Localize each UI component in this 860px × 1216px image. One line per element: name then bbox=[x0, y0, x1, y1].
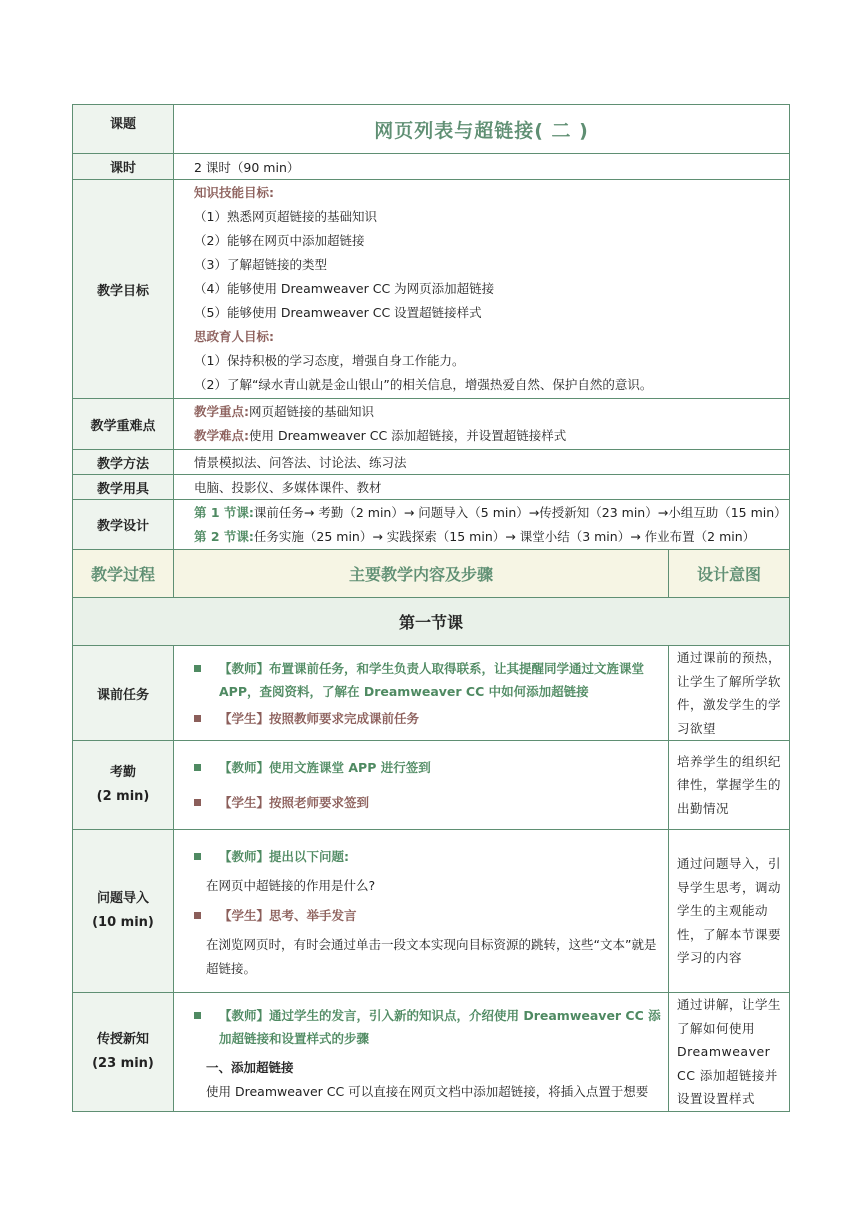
design-label: 教学设计 bbox=[73, 500, 174, 550]
hours-row bbox=[73, 154, 790, 180]
topic-label: 课题 bbox=[73, 105, 174, 154]
attendance-content bbox=[174, 741, 669, 830]
design-row bbox=[73, 500, 790, 550]
design-intent: 通过问题导入，引导学生思考，调动学生的主观能动性，了解本节课要学习的内容 bbox=[669, 830, 790, 993]
lesson-plan-table bbox=[72, 104, 790, 1112]
attendance-row bbox=[73, 741, 790, 830]
knowledge-item: （2）能够在网页中添加超链接 bbox=[194, 233, 365, 248]
pre-task-content bbox=[174, 646, 669, 741]
student-activity: 【学生】思考、举手发言 bbox=[219, 908, 357, 923]
attendance-stage bbox=[73, 741, 174, 830]
intro-content bbox=[174, 830, 669, 993]
teacher-activity: 【教师】提出以下问题: bbox=[219, 849, 349, 864]
knowledge-item: （4）能够使用 Dreamweaver CC 为网页添加超链接 bbox=[194, 281, 495, 296]
bullet-icon bbox=[194, 764, 201, 771]
design-content bbox=[174, 500, 790, 550]
stage-time: (2 min) bbox=[96, 789, 150, 804]
objectives-label: 教学目标 bbox=[73, 180, 174, 399]
new-knowledge-stage bbox=[73, 993, 174, 1112]
student-activity: 【学生】按照老师要求签到 bbox=[219, 795, 370, 810]
bullet-icon bbox=[194, 1012, 201, 1019]
stage-name: 考勤 bbox=[109, 765, 136, 780]
difficult-point-text: 使用 Dreamweaver CC 添加超链接，并设置超链接样式 bbox=[249, 428, 567, 443]
process-col-header: 教学过程 bbox=[73, 550, 174, 598]
bullet-icon bbox=[194, 715, 201, 722]
objectives-row bbox=[73, 180, 790, 399]
knowledge-item: （3）了解超链接的类型 bbox=[194, 257, 327, 272]
ideology-item: （2）了解“绿水青山就是金山银山”的相关信息，增强热爱自然、保护自然的意识。 bbox=[194, 377, 653, 392]
intro-row bbox=[73, 830, 790, 993]
intro-stage bbox=[73, 830, 174, 993]
pre-task-row bbox=[73, 646, 790, 741]
key-points-content bbox=[174, 399, 790, 450]
content-col-header: 主要教学内容及步骤 bbox=[174, 550, 669, 598]
lesson-plan bbox=[72, 104, 789, 1112]
body-text: 使用 Dreamweaver CC 可以直接在网页文档中添加超链接，将插入点置于想要 bbox=[206, 1083, 649, 1099]
section-row bbox=[73, 598, 790, 646]
new-knowledge-content bbox=[174, 993, 669, 1112]
hours-label: 课时 bbox=[73, 154, 174, 180]
intent-col-header: 设计意图 bbox=[669, 550, 790, 598]
key-point-label: 教学重点: bbox=[194, 404, 249, 419]
tools-label: 教学用具 bbox=[73, 475, 174, 500]
lesson2-text: 任务实施（25 min）→ 实践探索（15 min）→ 课堂小结（3 min）→ 作业布置（2 min） bbox=[253, 528, 756, 544]
difficult-point-label: 教学难点: bbox=[194, 428, 249, 443]
bullet-icon bbox=[194, 665, 201, 672]
objectives-content bbox=[174, 180, 790, 399]
design-intent: 通过课前的预热，让学生了解所学软件，激发学生的学习欲望 bbox=[669, 646, 790, 741]
ideology-item: （1）保持积极的学习态度，增强自身工作能力。 bbox=[194, 353, 465, 368]
question-text: 在网页中超链接的作用是什么? bbox=[206, 878, 376, 893]
lesson1-text: 课前任务→ 考勤（2 min）→ 问题导入（5 min）→传授新知（23 min）→小组互助（15 min） bbox=[253, 504, 787, 520]
stage-name: 传授新知 bbox=[96, 1031, 149, 1047]
stage-name: 问题导入 bbox=[96, 891, 149, 906]
section-title: 第一节课 bbox=[73, 598, 790, 646]
stage-time: (10 min) bbox=[92, 915, 154, 930]
teacher-activity: 【教师】通过学生的发言，引入新的知识点，介绍使用 Dreamweaver CC 添加超链接和设置样式的步骤 bbox=[219, 1007, 661, 1046]
pre-task-stage: 课前任务 bbox=[73, 646, 174, 741]
bullet-icon bbox=[194, 912, 201, 919]
bullet-icon bbox=[194, 853, 201, 860]
knowledge-title: 知识技能目标: bbox=[194, 185, 274, 200]
tools-value: 电脑、投影仪、多媒体课件、教材 bbox=[174, 475, 790, 500]
bullet-icon bbox=[194, 799, 201, 806]
methods-row bbox=[73, 450, 790, 475]
stage-time: (23 min) bbox=[92, 1055, 154, 1071]
design-intent: 通过讲解，让学生了解如何使用 Dreamweaver CC 添加超链接并设置设置样式 bbox=[669, 993, 790, 1112]
student-activity: 【学生】按照教师要求完成课前任务 bbox=[219, 710, 420, 726]
ideology-title: 思政育人目标: bbox=[194, 329, 274, 344]
answer-text: 在浏览网页时，有时会通过单击一段文本实现向目标资源的跳转，这些“文本”就是超链接。 bbox=[206, 937, 657, 976]
methods-value: 情景模拟法、问答法、讨论法、练习法 bbox=[174, 450, 790, 475]
design-intent: 培养学生的组织纪律性，掌握学生的出勤情况 bbox=[669, 741, 790, 830]
teacher-activity: 【教师】使用文旌课堂 APP 进行签到 bbox=[219, 760, 431, 775]
topic-row bbox=[73, 105, 790, 154]
lesson1-label: 第 1 节课: bbox=[194, 504, 254, 520]
new-knowledge-row bbox=[73, 993, 790, 1112]
page-title: 网页列表与超链接( 二 ) bbox=[174, 105, 790, 154]
key-points-row bbox=[73, 399, 790, 450]
knowledge-item: （1）熟悉网页超链接的基础知识 bbox=[194, 209, 377, 224]
knowledge-item: （5）能够使用 Dreamweaver CC 设置超链接样式 bbox=[194, 305, 482, 320]
teacher-activity: 【教师】布置课前任务，和学生负责人取得联系，让其提醒同学通过文旌课堂 APP，查阅资料，了解在 Dreamweaver CC 中如何添加超链接 bbox=[219, 660, 645, 699]
methods-label: 教学方法 bbox=[73, 450, 174, 475]
tools-row bbox=[73, 475, 790, 500]
hours-value: 2 课时（90 min） bbox=[174, 154, 790, 180]
section-heading: 一、添加超链接 bbox=[206, 1059, 294, 1075]
key-points-label: 教学重难点 bbox=[73, 399, 174, 450]
lesson2-label: 第 2 节课: bbox=[194, 528, 254, 544]
process-header-row bbox=[73, 550, 790, 598]
key-point-text: 网页超链接的基础知识 bbox=[249, 404, 375, 419]
